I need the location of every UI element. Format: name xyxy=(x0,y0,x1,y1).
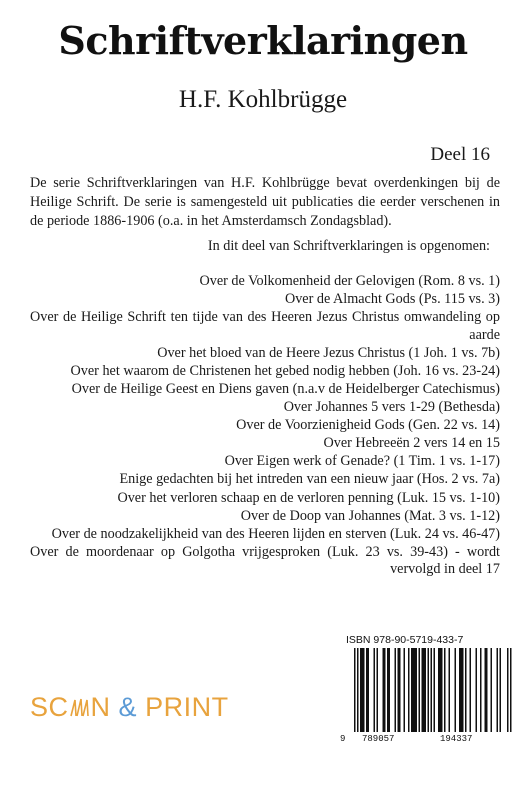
barcode-first-digit: 9 xyxy=(340,734,346,744)
contents-item: Over de noodzakelijkheid van des Heeren lijden en sterven (Luk. 24 vs. 46-47) xyxy=(51,525,500,542)
barcode-bar xyxy=(416,648,418,732)
barcode-bar xyxy=(368,648,370,732)
barcode-bar xyxy=(485,648,487,732)
series-description: De serie Schriftverklaringen van H.F. Kohlbrügge bevat overdenkingen bij de Heilige Schrift. De serie is samengesteld uit publicaties die eerder verschenen in de periode 1886-1906 (o.a. in het Amsterdamsch Zondagsblad). xyxy=(30,175,500,229)
contents-item: Over de Doop van Johannes (Mat. 3 vs. 1-12) xyxy=(240,507,500,524)
barcode-bar xyxy=(363,648,365,732)
publisher-logo-part: PRINT xyxy=(145,692,229,722)
contents-item: Over de Voorzienigheid Gods (Gen. 22 vs. 14) xyxy=(236,417,500,434)
isbn-barcode xyxy=(340,634,520,764)
publisher-logo-part: N xyxy=(90,692,111,722)
isbn-label: ISBN 978-90-5719-433-7 xyxy=(346,634,464,646)
contents-item: Over de Volkomenheid der Gelovigen (Rom. 8 vs. 1) xyxy=(199,273,500,289)
contents-item: Over Johannes 5 vers 1-29 (Bethesda) xyxy=(283,399,500,416)
contents-item: Over de Heilige Geest en Diens gaven (n.a.v de Heidelberger Catechismus) xyxy=(71,380,500,397)
publisher-logo xyxy=(30,692,229,723)
publisher-logo-ampersand: & xyxy=(118,692,138,722)
barcode-bar xyxy=(360,648,362,732)
barcode-bar xyxy=(377,648,379,732)
barcode-bar xyxy=(431,648,433,732)
barcode-bar xyxy=(440,648,442,732)
barcode-bar xyxy=(449,648,451,732)
barcode-bar xyxy=(423,648,425,732)
barcode-bar xyxy=(510,648,512,732)
author-name: H.F. Kohlbrügge xyxy=(178,86,348,113)
series-title: Schriftverklaringen xyxy=(58,18,468,63)
barcode-bar xyxy=(374,648,376,732)
barcode-bar xyxy=(383,648,385,732)
contents-list xyxy=(30,273,500,579)
barcode-digits-right: 194337 xyxy=(440,734,473,744)
contents-item: Over Eigen werk of Genade? (1 Tim. 1 vs. 1-17) xyxy=(224,453,500,470)
barcode-bar xyxy=(413,648,415,732)
barcode-bar xyxy=(366,648,368,732)
barcode-bar xyxy=(428,648,430,732)
contents-item: Over de moordenaar op Golgotha vrijgesproken (Luk. 23 vs. 39-43) - wordt vervolgd in deel 17 xyxy=(30,543,500,578)
barcode-bar xyxy=(357,648,359,732)
barcode-bar xyxy=(354,648,356,732)
barcode-bars xyxy=(340,648,520,738)
barcode-bar xyxy=(408,648,410,732)
book-icon xyxy=(69,692,91,722)
barcode-bar xyxy=(462,648,464,732)
barcode-bar xyxy=(434,648,436,732)
barcode-bar xyxy=(362,648,364,732)
barcode-bar xyxy=(395,648,397,732)
barcode-bar xyxy=(470,648,472,732)
barcode-bar xyxy=(480,648,482,732)
barcode-bar xyxy=(389,648,391,732)
barcode-bar xyxy=(399,648,401,732)
publisher-logo-part: SC xyxy=(30,692,69,722)
contents-item: Over het bloed van de Heere Jezus Christus (1 Joh. 1 vs. 7b) xyxy=(157,344,500,361)
barcode-bar xyxy=(438,648,440,732)
contents-item: Over de Heilige Schrift ten tijde van des Heeren Jezus Christus omwandeling op aarde xyxy=(30,309,500,343)
volume-number: Deel 16 xyxy=(430,144,490,165)
barcode-bar xyxy=(384,648,386,732)
barcode-bar xyxy=(414,648,416,732)
contents-heading: In dit deel van Schriftverklaringen is opgenomen: xyxy=(207,238,490,254)
contents-item: Over het waarom de Christenen het gebed nodig hebben (Joh. 16 vs. 23-24) xyxy=(70,362,500,379)
barcode-bar xyxy=(411,648,413,732)
barcode-bar xyxy=(497,648,499,732)
barcode-bar xyxy=(419,648,421,732)
barcode-bar xyxy=(459,648,461,732)
barcode-bar xyxy=(398,648,400,732)
barcode-bar xyxy=(486,648,488,732)
barcode-bar xyxy=(404,648,406,732)
barcode-bar xyxy=(444,648,446,732)
contents-item: Over de Almacht Gods (Ps. 115 vs. 3) xyxy=(284,291,500,308)
barcode-bar xyxy=(425,648,427,732)
barcode-bar xyxy=(476,648,478,732)
barcode-bar xyxy=(507,648,509,732)
contents-item: Over het verloren schaap en de verloren penning (Luk. 15 vs. 1-10) xyxy=(117,489,500,506)
contents-item: Over Hebreeën 2 vers 14 en 15 xyxy=(323,435,500,452)
barcode-bar xyxy=(455,648,457,732)
contents-item: Enige gedachten bij het intreden van een nieuw jaar (Hos. 2 vs. 7a) xyxy=(119,471,500,488)
barcode-bar xyxy=(491,648,493,732)
barcode-bar xyxy=(422,648,424,732)
barcode-bar xyxy=(500,648,502,732)
barcode-digits-left: 789057 xyxy=(362,734,395,744)
barcode-bar xyxy=(465,648,467,732)
barcode-bar xyxy=(461,648,463,732)
barcode-bar xyxy=(387,648,389,732)
barcode-bar xyxy=(441,648,443,732)
